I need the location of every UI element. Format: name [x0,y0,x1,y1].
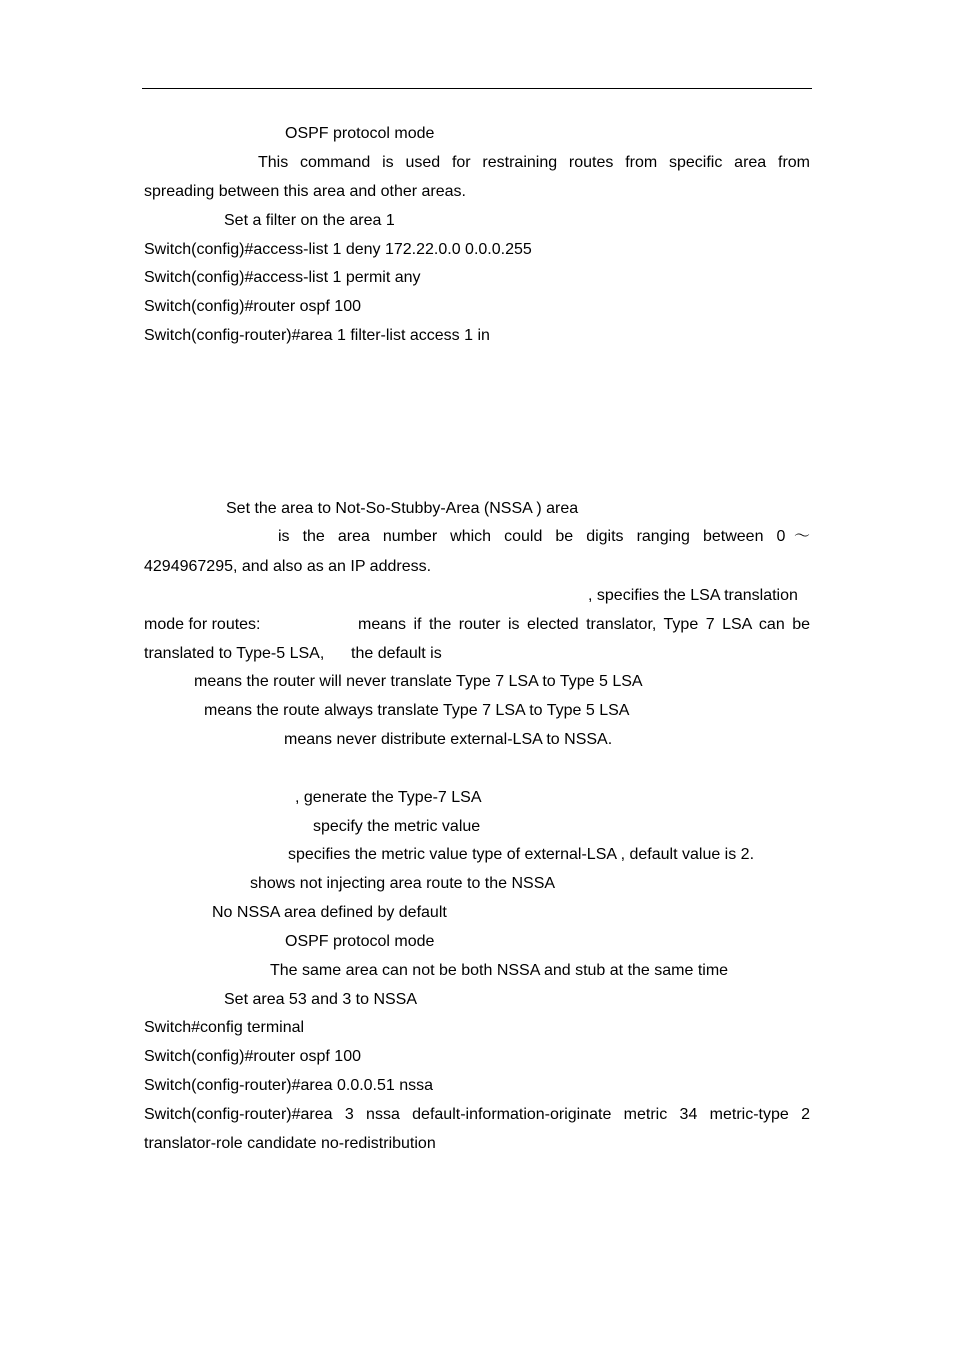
usage-guide-line-2: spreading between this area and other areas. [144,183,466,200]
command-line: Switch(config)#access-list 1 deny 172.22.0.0 0.0.0.255 [144,241,532,258]
param-translator-line-3: translated to Type-5 LSA, [144,645,325,662]
param-translator-line-1: , specifies the LSA translation [588,587,798,604]
example-description: Set a filter on the area 1 [224,212,395,229]
command-line: Switch(config)#router ospf 100 [144,1048,361,1065]
command-mode-text: OSPF protocol mode [285,933,435,950]
example-description: Set area 53 and 3 to NSSA [224,991,418,1008]
command-line-long-1: Switch(config-router)#area 3 nssa default-information-originate metric 34 metric-type 2 [144,1106,810,1123]
param-no-redistribution: means never distribute external-LSA to NSSA. [284,731,613,748]
param-never: means the router will never translate Type 7 LSA to Type 5 LSA [194,673,643,690]
param-metric: specify the metric value [313,818,481,835]
command-line: Switch(config-router)#area 0.0.0.51 nssa [144,1077,434,1094]
usage-guide-text: The same area can not be both NSSA and stub at the same time [270,962,729,979]
param-translator-line-3b: the default is [351,645,442,662]
param-no-summary: shows not injecting area route to the NSSA [250,875,556,892]
command-mode-text: OSPF protocol mode [285,125,435,142]
param-translator-line-2: mode for routes: [144,616,261,633]
param-metric-type: specifies the metric value type of external-LSA , default value is 2. [288,846,755,863]
command-line: Switch(config-router)#area 1 filter-list access 1 in [144,327,490,344]
command-line: Switch(config)#access-list 1 permit any [144,269,421,286]
param-default-information: , generate the Type-7 LSA [295,789,482,806]
command-line: Switch(config)#router ospf 100 [144,298,361,315]
param-area-line-2: 4294967295, and also as an IP address. [144,558,432,575]
usage-guide-line-1: This command is used for restraining routes from specific area from [258,154,810,171]
default-text: No NSSA area defined by default [212,904,447,921]
param-always: means the route always translate Type 7 LSA to Type 5 LSA [204,702,630,719]
function-description: Set the area to Not-So-Stubby-Area (NSSA ) area [226,500,579,517]
param-area-line-1: is the area number which could be digits ranging between 0～ [278,528,810,545]
command-line: Switch#config terminal [144,1019,305,1036]
command-line-long-2: translator-role candidate no-redistribution [144,1135,436,1152]
param-translator-line-2b: means if the router is elected translator, Type 7 LSA can be [358,616,810,633]
header-rule [142,88,812,89]
